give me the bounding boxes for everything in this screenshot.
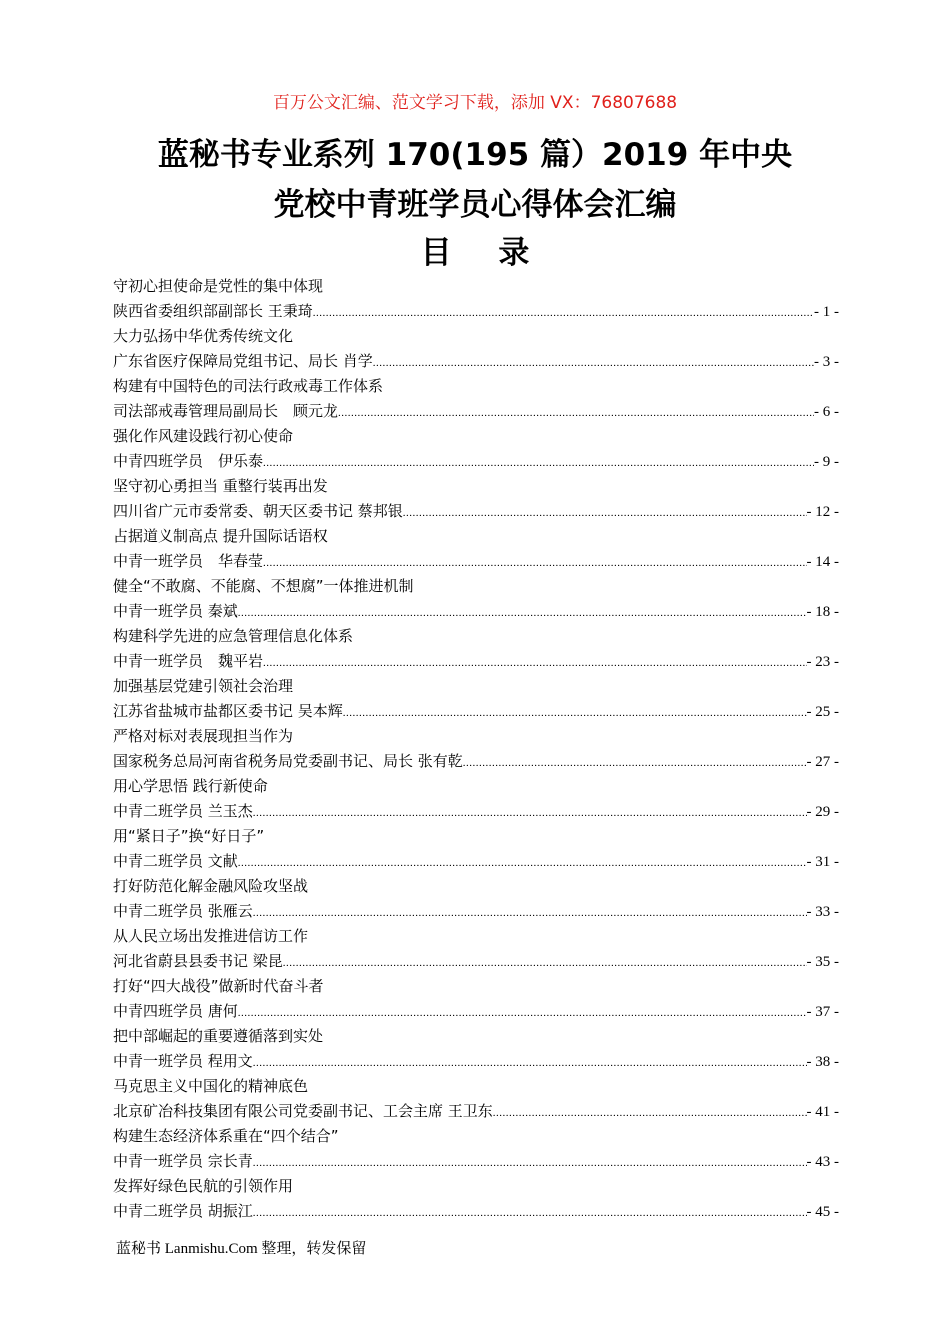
toc-entry-author: 中青二班学员 文献 — [113, 852, 238, 870]
toc-entry-title[interactable]: 把中部崛起的重要遵循落到实处 — [113, 1027, 324, 1045]
toc-entry-page-number[interactable]: - 14 - — [806, 554, 839, 570]
toc-entry-line — [113, 399, 839, 424]
toc-entry[interactable] — [113, 1174, 839, 1224]
toc-entry-title[interactable]: 构建科学先进的应急管理信息化体系 — [113, 627, 354, 645]
toc-leader-dots — [253, 1201, 807, 1226]
toc-entry-author: 中青一班学员 程用文 — [113, 1052, 253, 1070]
toc-entry-line — [113, 649, 839, 674]
toc-entry-title[interactable]: 守初心担使命是党性的集中体现 — [113, 277, 324, 295]
toc-leader-dots — [253, 801, 807, 826]
toc-entry-author: 江苏省盐城市盐都区委书记 吴本辉 — [113, 702, 343, 720]
toc-entry-page-number[interactable]: - 3 - — [814, 354, 839, 370]
toc-entry-author: 国家税务总局河南省税务局党委副书记、局长 张有乾 — [113, 752, 463, 770]
toc-entry-page-number[interactable]: - 35 - — [806, 954, 839, 970]
toc-entry-author: 中青二班学员 胡振江 — [113, 1202, 253, 1220]
toc-entry-line — [113, 299, 839, 324]
page-footer: 蓝秘书 Lanmishu.Com 整理，转发保留 — [116, 1241, 367, 1257]
toc-entry-author: 中青四班学员 唐何 — [113, 1002, 238, 1020]
toc-entry[interactable] — [113, 674, 839, 724]
document-title-line-1: 蓝秘书专业系列 170(195 篇）2019 年中央 — [157, 137, 793, 173]
toc-entry-page-number[interactable]: - 29 - — [806, 804, 839, 820]
toc-entry-line — [113, 949, 839, 974]
toc-entry-line — [113, 699, 839, 724]
promo-banner: 百万公文汇编、范文学习下载，添加 VX：76807688 — [272, 93, 678, 113]
toc-entry[interactable] — [113, 1024, 839, 1074]
toc-entry[interactable] — [113, 824, 839, 874]
toc-entry[interactable] — [113, 774, 839, 824]
toc-entry-line — [113, 899, 839, 924]
toc-entry-line — [113, 1149, 839, 1174]
toc-entry-author: 四川省广元市委常委、朝天区委书记 蔡邦银 — [113, 502, 403, 520]
toc-entry[interactable] — [113, 1124, 839, 1174]
toc-entry-title[interactable]: 强化作风建设践行初心使命 — [113, 427, 294, 445]
toc-entry-page-number[interactable]: - 33 - — [806, 904, 839, 920]
toc-entry-page-number[interactable]: - 25 - — [806, 704, 839, 720]
toc-entry-line — [113, 1099, 839, 1124]
toc-leader-dots — [263, 551, 806, 576]
toc-entry-line — [113, 799, 839, 824]
toc-leader-dots — [253, 901, 807, 926]
toc-entry-title[interactable]: 大力弘扬中华优秀传统文化 — [113, 327, 294, 345]
toc-entry-line — [113, 999, 839, 1024]
toc-entry-title[interactable]: 加强基层党建引领社会治理 — [113, 677, 294, 695]
toc-entry-page-number[interactable]: - 12 - — [806, 504, 839, 520]
toc-entry[interactable] — [113, 324, 839, 374]
toc-entry-page-number[interactable]: - 1 - — [814, 304, 839, 320]
toc-entry-title[interactable]: 马克思主义中国化的精神底色 — [113, 1077, 309, 1095]
toc-entry-author: 河北省蔚县县委书记 梁昆 — [113, 952, 283, 970]
toc-entry-title[interactable]: 用心学思悟 践行新使命 — [113, 777, 268, 795]
toc-entry-title[interactable]: 构建生态经济体系重在“四个结合” — [113, 1127, 339, 1145]
toc-entry-line — [113, 749, 839, 774]
toc-entry-line — [113, 449, 839, 474]
toc-entry[interactable] — [113, 574, 839, 624]
toc-entry-line — [113, 349, 839, 374]
toc-entry-title[interactable]: 严格对标对表展现担当作为 — [113, 727, 294, 745]
toc-entry-line — [113, 1199, 839, 1224]
toc-entry-author: 中青四班学员 伊乐泰 — [113, 452, 264, 470]
toc-entry-page-number[interactable]: - 6 - — [814, 404, 839, 420]
toc-entry[interactable] — [113, 424, 839, 474]
toc-leader-dots — [313, 301, 814, 326]
toc-entry[interactable] — [113, 524, 839, 574]
toc-leader-dots — [493, 1101, 807, 1126]
toc-entry[interactable] — [113, 924, 839, 974]
toc-entry-author: 中青一班学员 魏平岩 — [113, 652, 264, 670]
toc-entry-line — [113, 549, 839, 574]
toc-entry[interactable] — [113, 1074, 839, 1124]
toc-entry-page-number[interactable]: - 27 - — [806, 754, 839, 770]
toc-entry-line — [113, 849, 839, 874]
toc-entry-author: 北京矿冶科技集团有限公司党委副书记、工会主席 王卫东 — [113, 1102, 493, 1120]
toc-entry-title[interactable]: 坚守初心勇担当 重整行装再出发 — [113, 477, 328, 495]
toc-heading: 目 录 — [420, 235, 548, 271]
toc-entry-title[interactable]: 打好“四大战役”做新时代奋斗者 — [113, 977, 324, 995]
toc-entry-title[interactable]: 发挥好绿色民航的引领作用 — [113, 1177, 294, 1195]
toc-leader-dots — [463, 751, 807, 776]
table-of-contents — [113, 274, 839, 1224]
toc-entry-author: 中青二班学员 张雁云 — [113, 902, 253, 920]
toc-entry[interactable] — [113, 274, 839, 324]
toc-entry-page-number[interactable]: - 23 - — [806, 654, 839, 670]
toc-entry-author: 中青一班学员 宗长青 — [113, 1152, 253, 1170]
toc-entry[interactable] — [113, 624, 839, 674]
toc-entry-page-number[interactable]: - 38 - — [806, 1054, 839, 1070]
toc-entry-line — [113, 599, 839, 624]
toc-entry-page-number[interactable]: - 9 - — [814, 454, 839, 470]
toc-entry-title[interactable]: 从人民立场出发推进信访工作 — [113, 927, 309, 945]
toc-leader-dots — [373, 351, 814, 376]
toc-entry-page-number[interactable]: - 43 - — [806, 1154, 839, 1170]
toc-leader-dots — [253, 1151, 807, 1176]
toc-entry[interactable] — [113, 874, 839, 924]
toc-leader-dots — [238, 601, 807, 626]
toc-entry-author: 中青二班学员 兰玉杰 — [113, 802, 253, 820]
toc-entry-author: 中青一班学员 华春莹 — [113, 552, 264, 570]
toc-entry[interactable] — [113, 724, 839, 774]
toc-leader-dots — [338, 401, 814, 426]
toc-entry[interactable] — [113, 974, 839, 1024]
toc-leader-dots — [238, 851, 807, 876]
toc-leader-dots — [343, 701, 807, 726]
toc-entry-line — [113, 1049, 839, 1074]
toc-leader-dots — [283, 951, 807, 976]
toc-entry-title[interactable]: 打好防范化解金融风险攻坚战 — [113, 877, 309, 895]
toc-entry-line — [113, 499, 839, 524]
toc-leader-dots — [263, 451, 814, 476]
toc-entry-page-number[interactable]: - 45 - — [806, 1204, 839, 1220]
toc-entry-page-number[interactable]: - 31 - — [806, 854, 839, 870]
toc-leader-dots — [403, 501, 807, 526]
toc-entry-author: 陕西省委组织部副部长 王秉琦 — [113, 302, 313, 320]
document-title-line-2: 党校中青班学员心得体会汇编 — [273, 187, 677, 223]
toc-leader-dots — [238, 1001, 807, 1026]
toc-entry-page-number[interactable]: - 41 - — [806, 1104, 839, 1120]
toc-entry-page-number[interactable]: - 18 - — [806, 604, 839, 620]
toc-entry-title[interactable]: 构建有中国特色的司法行政戒毒工作体系 — [113, 377, 384, 395]
toc-entry-author: 司法部戒毒管理局副局长 顾元龙 — [113, 402, 339, 420]
toc-entry-title[interactable]: 健全“不敢腐、不能腐、不想腐”一体推进机制 — [113, 577, 414, 595]
toc-leader-dots — [263, 651, 806, 676]
toc-entry[interactable] — [113, 374, 839, 424]
toc-leader-dots — [253, 1051, 807, 1076]
toc-entry-title[interactable]: 用“紧日子”换“好日子” — [113, 827, 265, 845]
toc-entry-title[interactable]: 占据道义制高点 提升国际话语权 — [113, 527, 328, 545]
toc-entry-author: 中青一班学员 秦斌 — [113, 602, 238, 620]
toc-entry-page-number[interactable]: - 37 - — [806, 1004, 839, 1020]
toc-entry-author: 广东省医疗保障局党组书记、局长 肖学 — [113, 352, 373, 370]
toc-entry[interactable] — [113, 474, 839, 524]
